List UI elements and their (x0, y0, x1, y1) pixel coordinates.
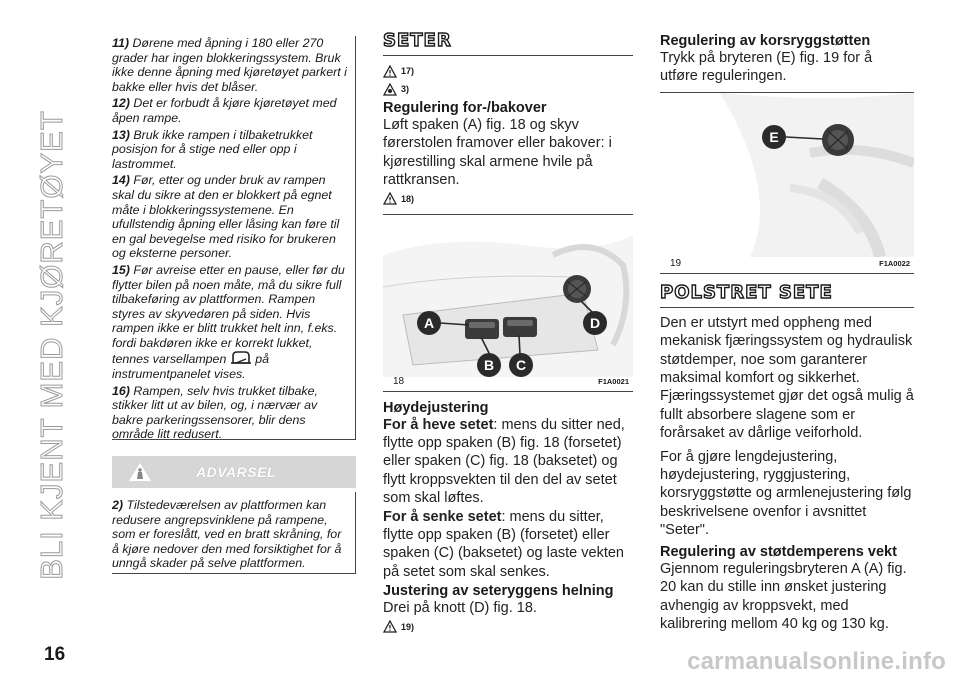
subheading-backrest: Justering av seteryggens helning (383, 583, 614, 600)
ramp-warning-lamp-icon (230, 350, 252, 366)
subheading-height: Høydejustering (383, 399, 489, 416)
footer-watermark: carmanualsonline.info (687, 648, 946, 675)
figure-19 (660, 92, 914, 274)
paragraph-suspension: Den er utstyrt med oppheng med mekanisk fjæringssystem og hydraulisk støtdemper, noe som garanterer maksimal komfort og sikkerhet. Fjæringssystemet gjør det også mulig å fullt absorbere slagene som er forårsaket av dårlige veiforhold. (660, 314, 914, 442)
paragraph-raise-seat: For å heve setet: mens du sitter ned, flytte opp spaken (B) fig. 18 (forsetet) eller spaken (C) fig. 18 (baksetet) og flytt kroppsvekten til den del av setet som skal løftes. (383, 416, 625, 507)
seat-controls-illustration (383, 215, 633, 377)
notes-box (112, 36, 356, 440)
figure-label-a: A (423, 314, 435, 331)
warning-triangle-icon (383, 65, 397, 78)
figure-label-e: E (769, 128, 779, 145)
subheading-lumbar: Regulering av korsryggstøtten (660, 33, 871, 49)
page-number: 16 (44, 644, 66, 665)
note-16: 16) Rampen, selv hvis trukket tilbake, stikker litt ut av bilen, og, i nærvær av bakre parkeringssensorer, blir dens område litt redusert. (112, 383, 318, 442)
warning-label: ADVARSEL (196, 464, 276, 480)
section-title-seats: SETER (383, 30, 633, 56)
warning-box (112, 492, 356, 574)
paragraph-adjustments: For å gjøre lengdejustering, høydejustering, ryggjustering, korsryggstøtte og armlenejustering følg beskrivelsene ovenfor i avsnittet "Seter". (660, 448, 912, 539)
paragraph-lower-seat: For å senke setet: mens du sitter, flytte opp spaken (B) (forsetet) eller spaken (C) (baksetet) og laste vekten på setet som skal senkes. (383, 508, 624, 580)
paragraph-fore-aft: Løft spaken (A) fig. 18 og skyv førerstolen framover eller bakover: i kjørestilling skal armene hvile på rattkransen. (383, 117, 612, 189)
warning-ref-18: 18) (383, 190, 633, 208)
warning-ref-17: 17) (383, 62, 633, 80)
note-12: 12) Det er forbudt å kjøre kjøretøyet med åpen rampe. (112, 96, 337, 125)
figure-label-c: C (515, 356, 527, 373)
subheading-fore-aft: Regulering for-/bakover (383, 100, 547, 116)
warning-triangle-icon (383, 192, 397, 205)
warning-note-2: 2) Tilstedeværelsen av plattformen kan redusere angrepsvinklene på rampene, som er foreslått, ved en bratt skråning, for å kjøre nedover den med forsiktighet for å unngå skader på selve plattformen. (112, 498, 342, 571)
column-seats (383, 30, 633, 636)
figure-code: F1A0021 (598, 376, 629, 386)
subheading-damper-weight: Regulering av støtdemperens vekt (660, 543, 897, 560)
caution-triangle-icon (383, 83, 397, 96)
figure-label-d: D (589, 314, 601, 331)
warning-header (112, 456, 356, 488)
figure-18 (383, 214, 633, 392)
note-14: 14) Før, etter og under bruk av rampen skal du sikre at den er blokkert på egnet måte i blokkeringssystemene. En ufullstendig åpning eller låsing kan føre til en gal bevegelse med risiko for brukeren og eksterne personer. (112, 173, 340, 261)
warning-person-icon (128, 462, 152, 482)
figure-label-b: B (483, 356, 495, 373)
warning-ref-19: 19) (383, 618, 633, 636)
paragraph-lumbar: Trykk på bryteren (E) fig. 19 for å utføre reguleringen. (660, 50, 873, 85)
note-11: 11) Dørene med åpning i 180 eller 270 grader har ingen blokkeringssystem. Bruk ikke denne åpning med kjøretøyet parkert i bakke eller hvis det blåser. (112, 36, 347, 94)
column-lumbar-suspension (660, 30, 914, 633)
warning-triangle-icon (383, 620, 397, 633)
note-13: 13) Bruk ikke rampen i tilbaketrukket posisjon for å stige ned eller opp i lastrommet. (112, 127, 313, 171)
figure-number: 19 (670, 257, 682, 269)
lumbar-switch-illustration (660, 93, 914, 257)
section-title-padded-seat: POLSTRET SETE (660, 282, 914, 308)
caution-ref-3: 3) (383, 80, 633, 98)
note-15: 15) Før avreise etter en pause, eller før du flytter bilen på noen måte, må du sikre full tilbakeføring av plattformen. Rampen styres av skyvedøren på siden. Hvis rampen ikke er blitt trukket helt inn, f.eks. fordi bakdøren ikke er korrekt lukket, tennes varsellampen på instrumentpanelet vises. (112, 262, 345, 382)
paragraph-backrest: Drei på knott (D) fig. 18. (383, 600, 537, 617)
figure-code: F1A0022 (879, 258, 910, 268)
paragraph-damper-weight: Gjennom reguleringsbryteren A (A) fig. 20 kan du stille inn ønsket justering avhengig av kroppsvekt, med kalibrering mellom 40 kg og 130 kg. (660, 560, 907, 632)
figure-number: 18 (393, 375, 405, 387)
chapter-side-title: BLI KJENT MED KJØRETØYET (34, 110, 69, 580)
